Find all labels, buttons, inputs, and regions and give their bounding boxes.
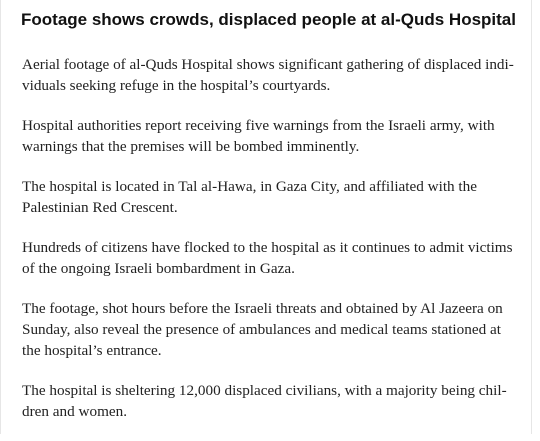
- paragraph-3: The hospital is located in Tal al-Hawa, in Gaza City, and affiliated with the Palestinian Red Crescent.: [22, 178, 477, 216]
- paragraph-1: Aerial footage of al-Quds Hospital shows significant gathering of displaced indi-viduals seeking refuge in the hospital’s courtyards.: [22, 56, 514, 94]
- paragraph-2: Hospital authorities report receiving five warnings from the Israeli army, with warnings that the premises will be bombed imminently.: [22, 117, 495, 155]
- update-headline: Footage shows crowds, displaced people at al-Quds Hospital: [21, 10, 516, 29]
- update-body: [22, 54, 514, 441]
- paragraph-5: The footage, shot hours before the Israeli threats and obtained by Al Jazeera on Sunday, also reveal the presence of ambulances and medical teams stationed at the hospital’s entrance.: [22, 300, 503, 359]
- paragraph-4: Hundreds of citizens have flocked to the hospital as it continues to admit victims of the ongoing Israeli bombardment in Gaza.: [22, 239, 513, 277]
- paragraph-6: The hospital is sheltering 12,000 displaced civilians, with a majority being chil-dren and women.: [22, 382, 507, 420]
